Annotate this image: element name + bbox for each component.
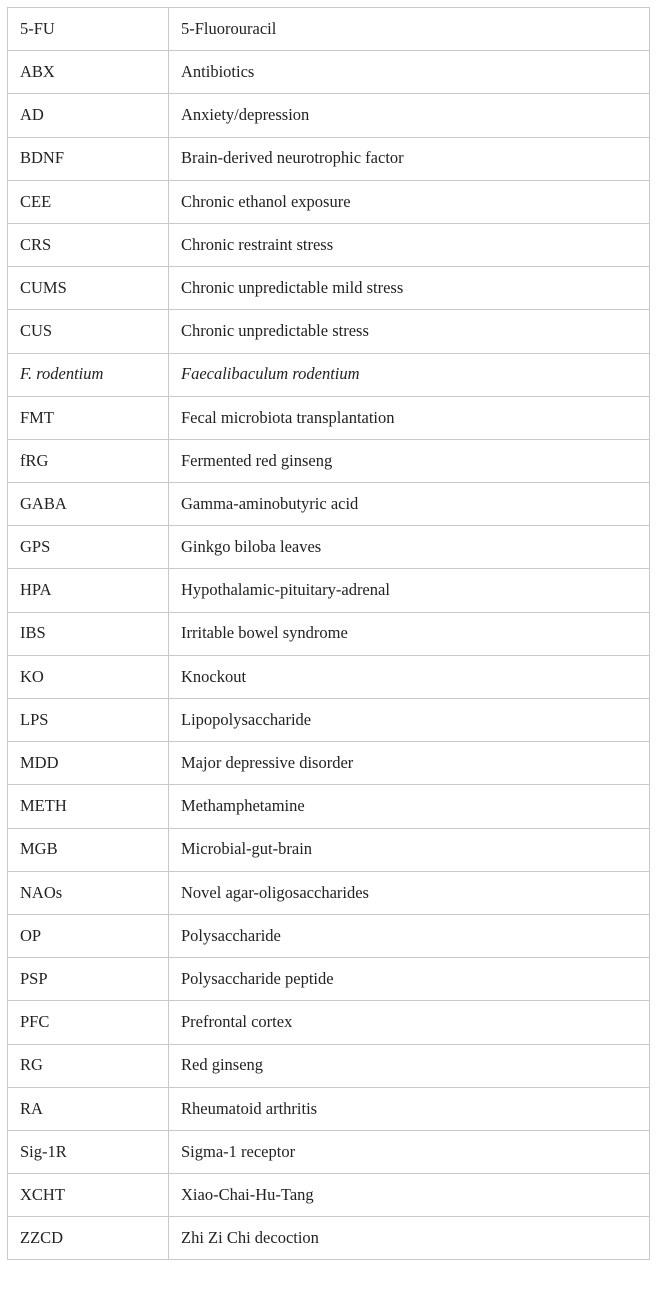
abbreviations-table-body bbox=[8, 8, 650, 1260]
definition-cell: Xiao-Chai-Hu-Tang bbox=[169, 1174, 650, 1217]
table-row bbox=[8, 1087, 650, 1130]
definition-cell: Gamma-aminobutyric acid bbox=[169, 483, 650, 526]
definition-cell: Antibiotics bbox=[169, 51, 650, 94]
definition-cell: Sigma-1 receptor bbox=[169, 1130, 650, 1173]
definition-cell: Methamphetamine bbox=[169, 785, 650, 828]
definition-cell: Faecalibaculum rodentium bbox=[169, 353, 650, 396]
definition-cell: Lipopolysaccharide bbox=[169, 699, 650, 742]
abbreviation-cell: CEE bbox=[8, 180, 169, 223]
abbreviation-cell: FMT bbox=[8, 396, 169, 439]
definition-cell: Red ginseng bbox=[169, 1044, 650, 1087]
abbreviation-cell: fRG bbox=[8, 439, 169, 482]
definition-cell: Chronic restraint stress bbox=[169, 223, 650, 266]
table-row bbox=[8, 353, 650, 396]
abbreviation-cell: RG bbox=[8, 1044, 169, 1087]
abbreviation-cell: KO bbox=[8, 655, 169, 698]
table-row bbox=[8, 1130, 650, 1173]
table-row bbox=[8, 94, 650, 137]
table-row bbox=[8, 396, 650, 439]
abbreviation-cell: Sig-1R bbox=[8, 1130, 169, 1173]
abbreviation-cell: CUS bbox=[8, 310, 169, 353]
definition-cell: Chronic ethanol exposure bbox=[169, 180, 650, 223]
definition-cell: Ginkgo biloba leaves bbox=[169, 526, 650, 569]
table-row bbox=[8, 51, 650, 94]
table-row bbox=[8, 785, 650, 828]
definition-cell: Knockout bbox=[169, 655, 650, 698]
table-row bbox=[8, 655, 650, 698]
table-row bbox=[8, 137, 650, 180]
table-row bbox=[8, 1044, 650, 1087]
table-row bbox=[8, 223, 650, 266]
abbreviation-cell: HPA bbox=[8, 569, 169, 612]
table-row bbox=[8, 699, 650, 742]
definition-cell: Hypothalamic-pituitary-adrenal bbox=[169, 569, 650, 612]
table-row bbox=[8, 439, 650, 482]
abbreviation-cell: RA bbox=[8, 1087, 169, 1130]
abbreviation-cell: METH bbox=[8, 785, 169, 828]
abbreviation-cell: NAOs bbox=[8, 871, 169, 914]
abbreviation-cell: F. rodentium bbox=[8, 353, 169, 396]
table-row bbox=[8, 958, 650, 1001]
abbreviation-cell: ABX bbox=[8, 51, 169, 94]
table-row bbox=[8, 267, 650, 310]
table-row bbox=[8, 1174, 650, 1217]
definition-cell: Chronic unpredictable mild stress bbox=[169, 267, 650, 310]
definition-cell: Polysaccharide bbox=[169, 914, 650, 957]
table-row bbox=[8, 914, 650, 957]
definition-cell: Major depressive disorder bbox=[169, 742, 650, 785]
abbreviation-cell: CUMS bbox=[8, 267, 169, 310]
definition-cell: Fecal microbiota transplantation bbox=[169, 396, 650, 439]
table-row bbox=[8, 526, 650, 569]
definition-cell: Polysaccharide peptide bbox=[169, 958, 650, 1001]
abbreviation-cell: 5-FU bbox=[8, 8, 169, 51]
abbreviation-cell: PFC bbox=[8, 1001, 169, 1044]
abbreviation-cell: CRS bbox=[8, 223, 169, 266]
abbreviation-cell: XCHT bbox=[8, 1174, 169, 1217]
definition-cell: Chronic unpredictable stress bbox=[169, 310, 650, 353]
definition-cell: Rheumatoid arthritis bbox=[169, 1087, 650, 1130]
definition-cell: Irritable bowel syndrome bbox=[169, 612, 650, 655]
table-row bbox=[8, 8, 650, 51]
abbreviation-cell: ZZCD bbox=[8, 1217, 169, 1260]
definition-cell: Fermented red ginseng bbox=[169, 439, 650, 482]
definition-cell: Novel agar-oligosaccharides bbox=[169, 871, 650, 914]
table-row bbox=[8, 569, 650, 612]
abbreviation-cell: MDD bbox=[8, 742, 169, 785]
table-row bbox=[8, 612, 650, 655]
definition-cell: Zhi Zi Chi decoction bbox=[169, 1217, 650, 1260]
definition-cell: Prefrontal cortex bbox=[169, 1001, 650, 1044]
table-row bbox=[8, 483, 650, 526]
abbreviation-cell: MGB bbox=[8, 828, 169, 871]
table-row bbox=[8, 828, 650, 871]
table-row bbox=[8, 1217, 650, 1260]
definition-cell: Brain-derived neurotrophic factor bbox=[169, 137, 650, 180]
definition-cell: 5-Fluorouracil bbox=[169, 8, 650, 51]
table-row bbox=[8, 310, 650, 353]
abbreviations-table bbox=[7, 7, 650, 1260]
table-row bbox=[8, 871, 650, 914]
table-row bbox=[8, 742, 650, 785]
abbreviation-cell: LPS bbox=[8, 699, 169, 742]
abbreviation-cell: BDNF bbox=[8, 137, 169, 180]
definition-cell: Anxiety/depression bbox=[169, 94, 650, 137]
abbreviation-cell: AD bbox=[8, 94, 169, 137]
abbreviation-cell: IBS bbox=[8, 612, 169, 655]
table-row bbox=[8, 180, 650, 223]
abbreviation-cell: GPS bbox=[8, 526, 169, 569]
abbreviation-cell: GABA bbox=[8, 483, 169, 526]
abbreviation-cell: OP bbox=[8, 914, 169, 957]
table-row bbox=[8, 1001, 650, 1044]
abbreviation-cell: PSP bbox=[8, 958, 169, 1001]
definition-cell: Microbial-gut-brain bbox=[169, 828, 650, 871]
